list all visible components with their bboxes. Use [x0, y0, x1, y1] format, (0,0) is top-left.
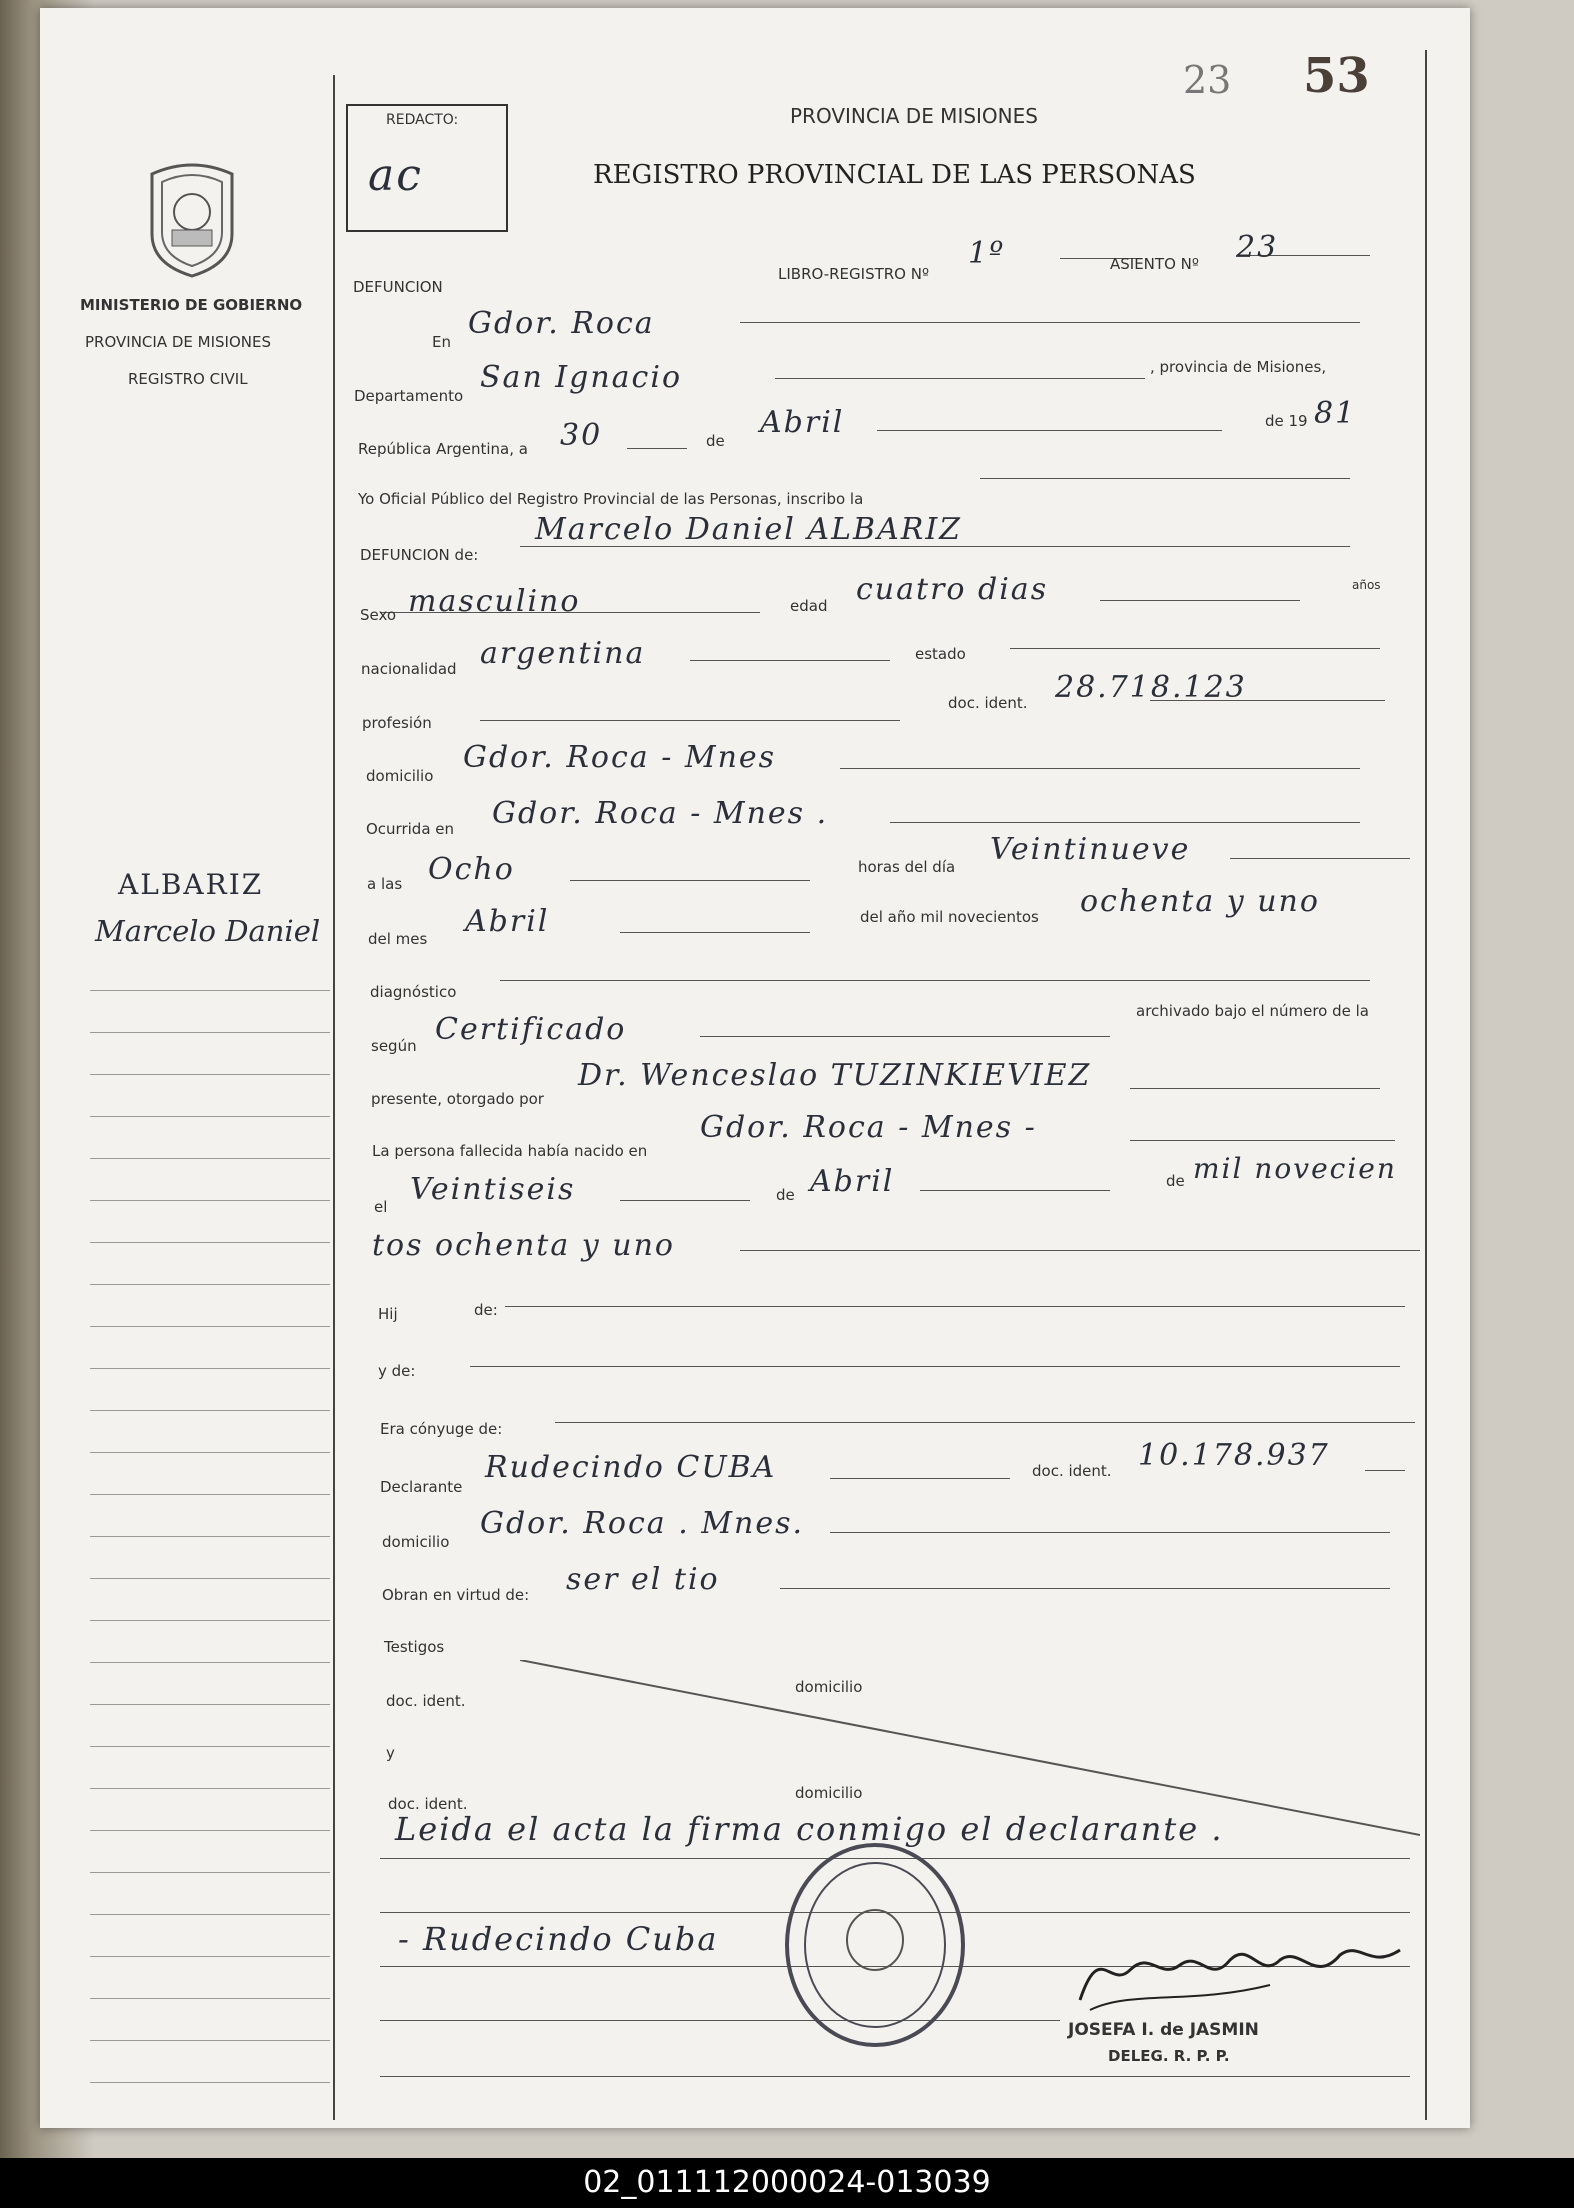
doc-ident-label: doc. ident. [948, 694, 1028, 712]
domicilio-label: domicilio [366, 767, 434, 785]
decl-doc-label: doc. ident. [1032, 1462, 1112, 1480]
margin-rule [90, 1662, 330, 1663]
edad-label: edad [790, 597, 828, 615]
decl-doc-value: 10.178.937 [1138, 1438, 1330, 1473]
margin-given-names: Marcelo Daniel [95, 914, 321, 948]
profesion-label: profesión [362, 714, 432, 732]
form-right-border [1425, 50, 1427, 2120]
header-province: PROVINCIA DE MISIONES [790, 104, 1038, 128]
margin-rule [90, 1704, 330, 1705]
officer-name: JOSEFA I. de JASMIN [1068, 2020, 1259, 2040]
margin-rule [90, 1746, 330, 1747]
margin-rule [90, 1956, 330, 1957]
ocurrida-value: Gdor. Roca - Mnes . [492, 796, 829, 831]
presente-value: Dr. Wenceslao TUZINKIEVIEZ [578, 1058, 1092, 1093]
form-underline [620, 932, 810, 933]
archivado-label: archivado bajo el número de la [1136, 1002, 1369, 1020]
officer-signature [1070, 1930, 1410, 2020]
departamento-label: Departamento [354, 387, 464, 405]
nac-ano-value-1: mil novecien [1193, 1152, 1397, 1185]
form-underline [830, 1532, 1390, 1533]
official-seal-stamp [780, 1840, 970, 2050]
margin-rule [90, 990, 330, 991]
margin-rule [90, 1536, 330, 1537]
sexo-label: Sexo [360, 606, 397, 624]
margin-rule [90, 1830, 330, 1831]
form-underline [700, 1036, 1110, 1037]
form-underline [380, 2076, 1410, 2077]
nac-mes-value: Abril [810, 1164, 895, 1199]
asiento-value: 23 [1236, 230, 1279, 265]
estado-label: estado [915, 645, 966, 663]
form-underline [555, 1422, 1415, 1423]
margin-rule [90, 1326, 330, 1327]
margin-rule [90, 1998, 330, 1999]
margin-rule [90, 1872, 330, 1873]
form-underline [980, 478, 1350, 479]
form-underline [877, 430, 1222, 431]
form-underline [830, 1478, 1010, 1479]
libro-value: 1º [968, 236, 1006, 271]
nacido-label: La persona fallecida había nacido en [372, 1142, 648, 1160]
coat-of-arms-emblem [142, 160, 242, 278]
segun-value: Certificado [435, 1012, 627, 1047]
a-las-label: a las [367, 875, 403, 893]
oficial-text: Yo Oficial Público del Registro Provincial de las Personas, inscribo la [358, 490, 864, 508]
doc-ident-value: 28.718.123 [1055, 670, 1247, 705]
form-underline [570, 880, 810, 881]
de-year-label: de 19 [1265, 412, 1308, 430]
form-underline [470, 1366, 1400, 1367]
margin-rule [90, 1242, 330, 1243]
form-underline [627, 448, 687, 449]
t2-dom-label: domicilio [795, 1784, 863, 1802]
margin-surname: ALBARIZ [118, 868, 264, 901]
margin-column-divider [333, 75, 335, 2120]
form-underline [620, 1200, 750, 1201]
nac-dia-value: Veintiseis [410, 1172, 576, 1207]
sexo-value: masculino [408, 584, 581, 619]
y-de-label: y de: [378, 1362, 416, 1380]
obran-value: ser el tio [566, 1562, 720, 1597]
testigos-label: Testigos [384, 1638, 445, 1656]
header-title: REGISTRO PROVINCIAL DE LAS PERSONAS [593, 160, 1196, 190]
registro-civil-label: REGISTRO CIVIL [128, 370, 248, 388]
nac-de-label: de [776, 1186, 795, 1204]
decl-domicilio-value: Gdor. Roca . Mnes. [480, 1506, 805, 1541]
provincia-label: , provincia de Misiones, [1150, 358, 1327, 376]
form-underline [505, 1306, 1405, 1307]
departamento-value: San Ignacio [480, 360, 683, 395]
republica-label: República Argentina, a [358, 440, 528, 458]
form-underline [740, 322, 1360, 323]
closing-text: Leida el acta la firma conmigo el declarante . [395, 1810, 1224, 1848]
margin-rule [90, 2082, 330, 2083]
en-value: Gdor. Roca [468, 306, 655, 341]
obran-label: Obran en virtud de: [382, 1586, 530, 1604]
nacionalidad-value: argentina [480, 636, 646, 671]
margin-rule [90, 1494, 330, 1495]
margin-rule [90, 1200, 330, 1201]
declarant-signature: - Rudecindo Cuba [398, 1920, 719, 1958]
form-underline [780, 1588, 1390, 1589]
form-underline [1230, 858, 1410, 859]
dia-value: Veintinueve [990, 832, 1191, 867]
type-label: DEFUNCION [353, 278, 443, 296]
margin-rule [90, 1074, 330, 1075]
anos-label: años [1352, 578, 1381, 592]
el-label: el [374, 1198, 388, 1216]
form-underline [740, 1250, 1420, 1251]
del-ano-label: del año mil novecientos [860, 908, 1039, 926]
margin-rule [90, 1788, 330, 1789]
decl-domicilio-label: domicilio [382, 1533, 450, 1551]
page-number-overwritten: 53 [1303, 48, 1370, 104]
form-underline [480, 720, 900, 721]
ministry-label: MINISTERIO DE GOBIERNO [80, 296, 303, 314]
province-label-left: PROVINCIA DE MISIONES [85, 333, 271, 351]
del-mes-label: del mes [368, 930, 428, 948]
domicilio-value: Gdor. Roca - Mnes [463, 740, 777, 775]
margin-rule [90, 1410, 330, 1411]
t1-doc-label: doc. ident. [386, 1692, 466, 1710]
image-caption: 02_011112000024-013039 [0, 2158, 1574, 2208]
form-underline [500, 980, 1370, 981]
form-underline [1100, 600, 1300, 601]
page-number: 23 [1183, 58, 1232, 102]
margin-rule [90, 1158, 330, 1159]
hij-de-label: de: [474, 1301, 498, 1319]
en-label: En [432, 333, 451, 351]
ocurrida-label: Ocurrida en [366, 820, 455, 838]
officer-title: DELEG. R. P. P. [1108, 2047, 1230, 2065]
form-underline [1010, 648, 1380, 649]
y-label: y [386, 1744, 395, 1762]
form-underline [1130, 1088, 1380, 1089]
declarante-value: Rudecindo CUBA [485, 1450, 777, 1485]
year-value: 81 [1314, 396, 1357, 431]
form-underline [920, 1190, 1110, 1191]
declarante-label: Declarante [380, 1478, 463, 1496]
nacido-value: Gdor. Roca - Mnes - [700, 1110, 1037, 1145]
t1-dom-label: domicilio [795, 1678, 863, 1696]
form-underline [775, 378, 1145, 379]
presente-label: presente, otorgado por [371, 1090, 544, 1108]
horas-label: horas del día [858, 858, 956, 876]
margin-rule [90, 1032, 330, 1033]
month-value: Abril [760, 405, 845, 440]
redacto-label: REDACTO: [386, 112, 459, 128]
day-value: 30 [560, 418, 603, 453]
nacionalidad-label: nacionalidad [361, 660, 457, 678]
t2-doc-label: doc. ident. [388, 1795, 468, 1813]
form-underline [890, 822, 1360, 823]
nac-ano-value-2: tos ochenta y uno [372, 1228, 675, 1263]
libro-label: LIBRO-REGISTRO Nº [778, 265, 930, 283]
defuncion-de-label: DEFUNCION de: [360, 546, 479, 564]
del-mes-value: Abril [465, 904, 550, 939]
edad-value: cuatro dias [856, 572, 1049, 607]
margin-rule [90, 1368, 330, 1369]
hij-label: Hij [378, 1305, 398, 1323]
margin-rule [90, 1914, 330, 1915]
diagnostico-label: diagnóstico [370, 983, 457, 1001]
margin-rule [90, 2040, 330, 2041]
del-ano-value: ochenta y uno [1080, 884, 1320, 919]
margin-rule [90, 1284, 330, 1285]
margin-rule [90, 1620, 330, 1621]
a-las-value: Ocho [428, 852, 515, 887]
conyuge-label: Era cónyuge de: [380, 1420, 503, 1438]
segun-label: según [371, 1037, 417, 1055]
margin-rule [90, 1578, 330, 1579]
margin-rule [90, 1116, 330, 1117]
form-underline [690, 660, 890, 661]
form-underline [1130, 1140, 1395, 1141]
margin-rule [90, 1452, 330, 1453]
de-label: de [706, 432, 725, 450]
form-underline [840, 768, 1360, 769]
nac-de2-label: de [1166, 1172, 1185, 1190]
asiento-label: ASIENTO Nº [1110, 255, 1199, 273]
form-underline [1365, 1470, 1405, 1471]
defuncion-de-value: Marcelo Daniel ALBARIZ [535, 512, 963, 547]
redacto-initials: ac [368, 150, 423, 201]
